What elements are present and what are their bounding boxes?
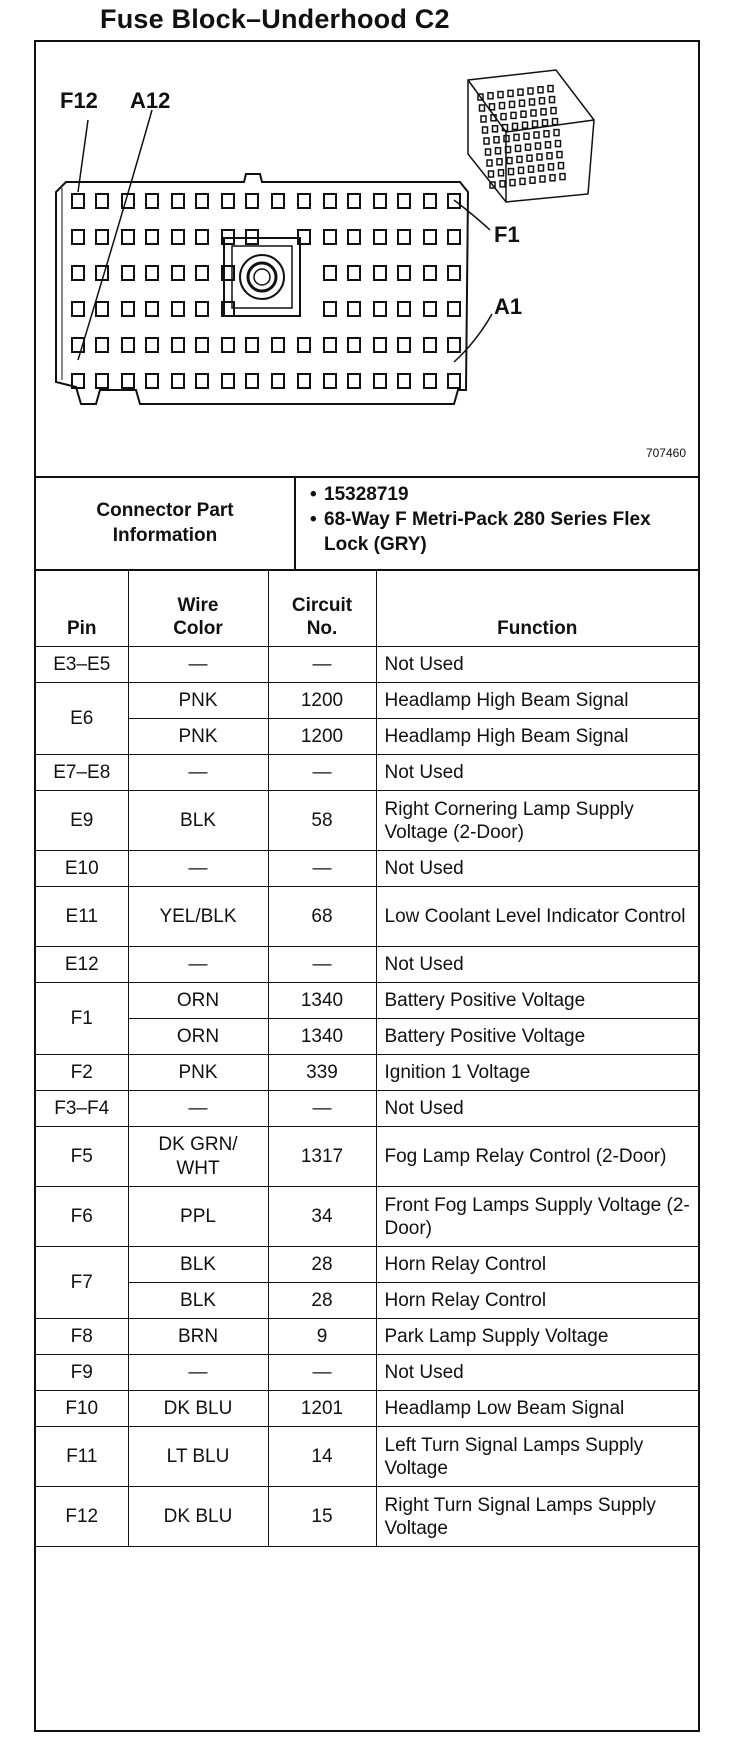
perspective-pin-cavity xyxy=(544,131,549,137)
figure-number: 707460 xyxy=(645,446,686,460)
circuit-cell: 15 xyxy=(268,1487,376,1547)
table-row xyxy=(36,683,698,719)
pin-cavity xyxy=(146,230,158,244)
table-row xyxy=(36,851,698,887)
circuit-cell: — xyxy=(268,1355,376,1391)
function-cell: Right Cornering Lamp Supply Voltage (2-Door) xyxy=(376,791,698,851)
perspective-pin-cavity xyxy=(528,88,533,94)
perspective-pin-cavity xyxy=(481,116,486,122)
pin-cavity xyxy=(448,230,460,244)
connector-info xyxy=(36,476,698,571)
table-row xyxy=(36,983,698,1019)
pin-cavity xyxy=(324,338,336,352)
table-row xyxy=(36,1055,698,1091)
pin-cavity xyxy=(324,266,336,280)
pin-cavity xyxy=(196,374,208,388)
perspective-pin-cavity xyxy=(497,159,502,165)
circuit-cell: 1340 xyxy=(268,1019,376,1055)
pin-cell: F2 xyxy=(36,1055,128,1091)
pin-cavity xyxy=(424,266,436,280)
perspective-pin-cavity xyxy=(501,114,506,120)
pin-cavity xyxy=(272,194,284,208)
circuit-cell: 34 xyxy=(268,1187,376,1247)
pin-cell: F6 xyxy=(36,1187,128,1247)
perspective-pin-cavity xyxy=(560,174,565,180)
label-a12: A12 xyxy=(130,88,171,113)
pin-cavity xyxy=(374,374,386,388)
perspective-pin-cavity xyxy=(487,160,492,166)
perspective-pin-cavity xyxy=(531,110,536,116)
function-cell: Headlamp Low Beam Signal xyxy=(376,1391,698,1427)
pin-cavity xyxy=(196,194,208,208)
pin-cavity xyxy=(324,230,336,244)
pin-cavity xyxy=(146,194,158,208)
pin-cavity xyxy=(398,374,410,388)
function-cell: Headlamp High Beam Signal xyxy=(376,683,698,719)
pin-cavity xyxy=(298,338,310,352)
function-cell: Right Turn Signal Lamps Supply Voltage xyxy=(376,1487,698,1547)
header-function: Function xyxy=(376,570,698,647)
perspective-pin-cavity xyxy=(521,111,526,117)
table-row xyxy=(36,791,698,851)
pin-cavity xyxy=(196,230,208,244)
circuit-cell: 1200 xyxy=(268,719,376,755)
function-cell: Battery Positive Voltage xyxy=(376,1019,698,1055)
perspective-pin-cavity xyxy=(551,108,556,114)
perspective-pin-cavity xyxy=(506,147,511,153)
perspective-pin-cavity xyxy=(514,134,519,140)
perspective-pin-cavity xyxy=(509,169,514,175)
function-cell: Not Used xyxy=(376,851,698,887)
circuit-cell: 58 xyxy=(268,791,376,851)
perspective-pin-cavity xyxy=(541,109,546,115)
pin-cavity xyxy=(122,266,134,280)
pin-cavity xyxy=(146,302,158,316)
circuit-cell: — xyxy=(268,947,376,983)
circuit-cell: 9 xyxy=(268,1319,376,1355)
pin-cavity xyxy=(424,374,436,388)
perspective-pin-cavity xyxy=(537,154,542,160)
pin-cavity xyxy=(424,194,436,208)
pin-cavity xyxy=(196,266,208,280)
perspective-pin-cavity xyxy=(484,138,489,144)
perspective-pin-cavity xyxy=(540,176,545,182)
wire-color-cell: LT BLU xyxy=(128,1427,268,1487)
pin-cavity xyxy=(424,338,436,352)
table-row xyxy=(36,1283,698,1319)
header-pin: Pin xyxy=(36,570,128,647)
function-cell: Not Used xyxy=(376,647,698,683)
perspective-pin-cavity xyxy=(500,181,505,187)
pin-cavity xyxy=(96,302,108,316)
perspective-pin-cavity xyxy=(523,122,528,128)
pin-cavity xyxy=(196,338,208,352)
connector-info-label xyxy=(36,476,296,569)
table-row xyxy=(36,1319,698,1355)
pin-cell: F5 xyxy=(36,1127,128,1187)
wire-color-cell: DK BLU xyxy=(128,1391,268,1427)
wire-color-cell: — xyxy=(128,1355,268,1391)
header-circuit: Circuit No. xyxy=(268,570,376,647)
pin-cell: F10 xyxy=(36,1391,128,1427)
pin-cavity xyxy=(122,338,134,352)
wire-color-cell: PNK xyxy=(128,683,268,719)
pin-cavity xyxy=(348,374,360,388)
perspective-pin-cavity xyxy=(553,119,558,125)
pin-cavity xyxy=(222,374,234,388)
wire-color-cell: DK GRN/ WHT xyxy=(128,1127,268,1187)
circuit-cell: 1201 xyxy=(268,1391,376,1427)
pin-cavity xyxy=(246,194,258,208)
pin-cavity xyxy=(172,194,184,208)
perspective-pin-cavity xyxy=(559,163,564,169)
perspective-pin-cavity xyxy=(543,120,548,126)
function-cell: Headlamp High Beam Signal xyxy=(376,719,698,755)
perspective-pin-cavity xyxy=(498,92,503,98)
perspective-pin-cavity xyxy=(524,133,529,139)
perspective-pin-cavity xyxy=(489,171,494,177)
perspective-pin-cavity xyxy=(526,144,531,150)
circuit-cell: — xyxy=(268,647,376,683)
perspective-pin-cavity xyxy=(529,166,534,172)
wire-color-cell: YEL/BLK xyxy=(128,887,268,947)
pin-cell: F11 xyxy=(36,1427,128,1487)
pin-cavity xyxy=(272,338,284,352)
perspective-pin-cavity xyxy=(510,101,515,107)
circuit-cell: — xyxy=(268,851,376,887)
pin-cell: E6 xyxy=(36,683,128,755)
perspective-pin-cavity xyxy=(483,127,488,133)
circuit-cell: 1317 xyxy=(268,1127,376,1187)
wire-color-cell: ORN xyxy=(128,983,268,1019)
table-row xyxy=(36,1091,698,1127)
perspective-pin-cavity xyxy=(556,141,561,147)
pin-cell: F8 xyxy=(36,1319,128,1355)
perspective-pin-cavity xyxy=(520,178,525,184)
function-cell: Park Lamp Supply Voltage xyxy=(376,1319,698,1355)
perspective-pin-cavity xyxy=(508,90,513,96)
pin-cavity xyxy=(324,374,336,388)
table-row xyxy=(36,887,698,947)
circuit-cell: 1200 xyxy=(268,683,376,719)
table-row xyxy=(36,755,698,791)
connector-description: • 68-Way F Metri-Pack 280 Series Flex Lock (GRY) xyxy=(304,507,694,557)
function-cell: Not Used xyxy=(376,1091,698,1127)
connector-part-number: • 15328719 xyxy=(304,482,694,507)
wire-color-cell: PNK xyxy=(128,1055,268,1091)
pin-cavity xyxy=(374,338,386,352)
perspective-pin-cavity xyxy=(516,145,521,151)
pin-cell: F9 xyxy=(36,1355,128,1391)
pin-cell: E3–E5 xyxy=(36,647,128,683)
pin-cavity xyxy=(96,374,108,388)
pin-cavity xyxy=(172,230,184,244)
pin-cavity xyxy=(272,374,284,388)
pin-cavity xyxy=(122,374,134,388)
perspective-pin-cavity xyxy=(500,103,505,109)
perspective-pin-cavity xyxy=(557,152,562,158)
perspective-pin-cavity xyxy=(486,149,491,155)
function-cell: Not Used xyxy=(376,755,698,791)
pin-cavity xyxy=(448,338,460,352)
pin-cavity xyxy=(172,374,184,388)
wire-color-cell: ORN xyxy=(128,1019,268,1055)
circuit-cell: 1340 xyxy=(268,983,376,1019)
perspective-pin-cavity xyxy=(520,100,525,106)
function-cell: Ignition 1 Voltage xyxy=(376,1055,698,1091)
pin-cavity xyxy=(448,266,460,280)
perspective-pin-cavity xyxy=(534,132,539,138)
function-cell: Battery Positive Voltage xyxy=(376,983,698,1019)
wire-color-cell: BLK xyxy=(128,1247,268,1283)
pin-cavity xyxy=(72,302,84,316)
perspective-pin-cavity xyxy=(493,126,498,132)
connector-perspective-icon xyxy=(468,70,594,202)
pin-cavity xyxy=(374,194,386,208)
wire-color-cell: BLK xyxy=(128,1283,268,1319)
function-cell: Low Coolant Level Indicator Control xyxy=(376,887,698,947)
wire-color-cell: — xyxy=(128,755,268,791)
table-row xyxy=(36,719,698,755)
pin-cavity xyxy=(398,266,410,280)
pin-cavity xyxy=(398,194,410,208)
perspective-pin-cavity xyxy=(536,143,541,149)
pin-cavity xyxy=(246,374,258,388)
pin-cell: E12 xyxy=(36,947,128,983)
pin-cavity xyxy=(146,266,158,280)
pin-cavity xyxy=(398,302,410,316)
wire-color-cell: — xyxy=(128,1091,268,1127)
pin-cavity xyxy=(374,302,386,316)
function-cell: Not Used xyxy=(376,947,698,983)
table-row xyxy=(36,647,698,683)
wire-color-cell: DK BLU xyxy=(128,1487,268,1547)
function-cell: Horn Relay Control xyxy=(376,1283,698,1319)
table-row xyxy=(36,1019,698,1055)
pin-cavity xyxy=(146,338,158,352)
perspective-pin-cavity xyxy=(517,156,522,162)
pin-cell: F1 xyxy=(36,983,128,1055)
connector-diagram xyxy=(36,42,698,478)
table-row xyxy=(36,1487,698,1547)
perspective-pin-cavity xyxy=(548,86,553,92)
pin-cavity xyxy=(348,302,360,316)
pin-cavity xyxy=(122,230,134,244)
pin-cavity xyxy=(96,230,108,244)
perspective-pin-cavity xyxy=(550,175,555,181)
table-row xyxy=(36,1187,698,1247)
table-row xyxy=(36,1427,698,1487)
pin-cavity xyxy=(72,194,84,208)
pin-cavity xyxy=(146,374,158,388)
pin-cavity xyxy=(424,230,436,244)
pin-cavity xyxy=(448,194,460,208)
perspective-pin-cavity xyxy=(533,121,538,127)
center-jack-icon xyxy=(224,238,300,316)
pin-cavity xyxy=(222,338,234,352)
page-title: Fuse Block–Underhood C2 xyxy=(100,4,450,34)
pin-cavity xyxy=(324,302,336,316)
perspective-pin-cavity xyxy=(513,123,518,129)
pin-cavity xyxy=(448,302,460,316)
pin-cavity xyxy=(398,230,410,244)
pin-cavity xyxy=(298,374,310,388)
perspective-pin-cavity xyxy=(518,89,523,95)
wire-color-cell: — xyxy=(128,647,268,683)
circuit-cell: 14 xyxy=(268,1427,376,1487)
circuit-cell: 339 xyxy=(268,1055,376,1091)
wire-color-cell: BRN xyxy=(128,1319,268,1355)
circuit-cell: 28 xyxy=(268,1283,376,1319)
table-row xyxy=(36,1391,698,1427)
perspective-pin-cavity xyxy=(538,87,543,93)
circuit-cell: — xyxy=(268,1091,376,1127)
perspective-pin-cavity xyxy=(499,170,504,176)
wire-color-cell: PNK xyxy=(128,719,268,755)
pin-cell: E7–E8 xyxy=(36,755,128,791)
perspective-pin-cavity xyxy=(490,104,495,110)
pin-cavity xyxy=(172,302,184,316)
pin-cell: E11 xyxy=(36,887,128,947)
perspective-pin-cavity xyxy=(530,177,535,183)
pin-cell: F12 xyxy=(36,1487,128,1547)
pin-cavity xyxy=(374,266,386,280)
table-row xyxy=(36,947,698,983)
pin-cavity xyxy=(196,302,208,316)
pin-cell: F7 xyxy=(36,1247,128,1319)
label-f1: F1 xyxy=(494,222,520,247)
perspective-pin-cavity xyxy=(530,99,535,105)
pin-cavity xyxy=(374,230,386,244)
perspective-pin-cavity xyxy=(546,142,551,148)
perspective-pin-cavity xyxy=(550,97,555,103)
wire-color-cell: PPL xyxy=(128,1187,268,1247)
pin-cavity xyxy=(172,338,184,352)
pin-cavity xyxy=(348,194,360,208)
header-wire-color: Wire Color xyxy=(128,570,268,647)
wire-color-cell: BLK xyxy=(128,791,268,851)
function-cell: Not Used xyxy=(376,1355,698,1391)
pin-cavity xyxy=(298,194,310,208)
function-cell: Fog Lamp Relay Control (2-Door) xyxy=(376,1127,698,1187)
pin-cavity xyxy=(122,302,134,316)
function-cell: Left Turn Signal Lamps Supply Voltage xyxy=(376,1427,698,1487)
function-cell: Front Fog Lamps Supply Voltage (2-Door) xyxy=(376,1187,698,1247)
perspective-pin-cavity xyxy=(519,167,524,173)
perspective-pin-cavity xyxy=(540,98,545,104)
pin-cavity xyxy=(222,194,234,208)
perspective-pin-cavity xyxy=(494,137,499,143)
pin-cavity xyxy=(96,194,108,208)
perspective-pin-cavity xyxy=(547,153,552,159)
pin-cavity xyxy=(398,338,410,352)
perspective-pin-cavity xyxy=(549,164,554,170)
circuit-cell: 28 xyxy=(268,1247,376,1283)
connector-frame xyxy=(34,40,700,1732)
perspective-pin-cavity xyxy=(488,93,493,99)
pin-cavity xyxy=(324,194,336,208)
pin-cavity xyxy=(348,266,360,280)
perspective-pin-cavity xyxy=(511,112,516,118)
wire-color-cell: — xyxy=(128,851,268,887)
perspective-pin-cavity xyxy=(527,155,532,161)
circuit-cell: — xyxy=(268,755,376,791)
function-cell: Horn Relay Control xyxy=(376,1247,698,1283)
wire-color-cell: — xyxy=(128,947,268,983)
pin-cavity xyxy=(246,338,258,352)
pin-cavity xyxy=(72,230,84,244)
pin-cell: F3–F4 xyxy=(36,1091,128,1127)
connector-info-values xyxy=(304,476,694,569)
pin-cavity xyxy=(348,338,360,352)
pin-cavity xyxy=(424,302,436,316)
table-row xyxy=(36,1355,698,1391)
table-row xyxy=(36,1247,698,1283)
perspective-pin-cavity xyxy=(507,158,512,164)
pin-cavity xyxy=(72,266,84,280)
pin-cavity xyxy=(448,374,460,388)
perspective-pin-cavity xyxy=(496,148,501,154)
perspective-pin-cavity xyxy=(480,105,485,111)
pin-cavity xyxy=(172,266,184,280)
perspective-pin-cavity xyxy=(510,180,515,186)
table-row xyxy=(36,1127,698,1187)
perspective-pin-cavity xyxy=(539,165,544,171)
pin-cell: E9 xyxy=(36,791,128,851)
label-f12: F12 xyxy=(60,88,98,113)
pin-cavity xyxy=(348,230,360,244)
circuit-cell: 68 xyxy=(268,887,376,947)
connector-info-label-text: Connector Part Information xyxy=(96,499,234,546)
pin-cell: E10 xyxy=(36,851,128,887)
perspective-pin-cavity xyxy=(554,130,559,136)
label-a1: A1 xyxy=(494,294,523,319)
pin-cavity xyxy=(96,338,108,352)
pin-table xyxy=(36,569,698,1547)
